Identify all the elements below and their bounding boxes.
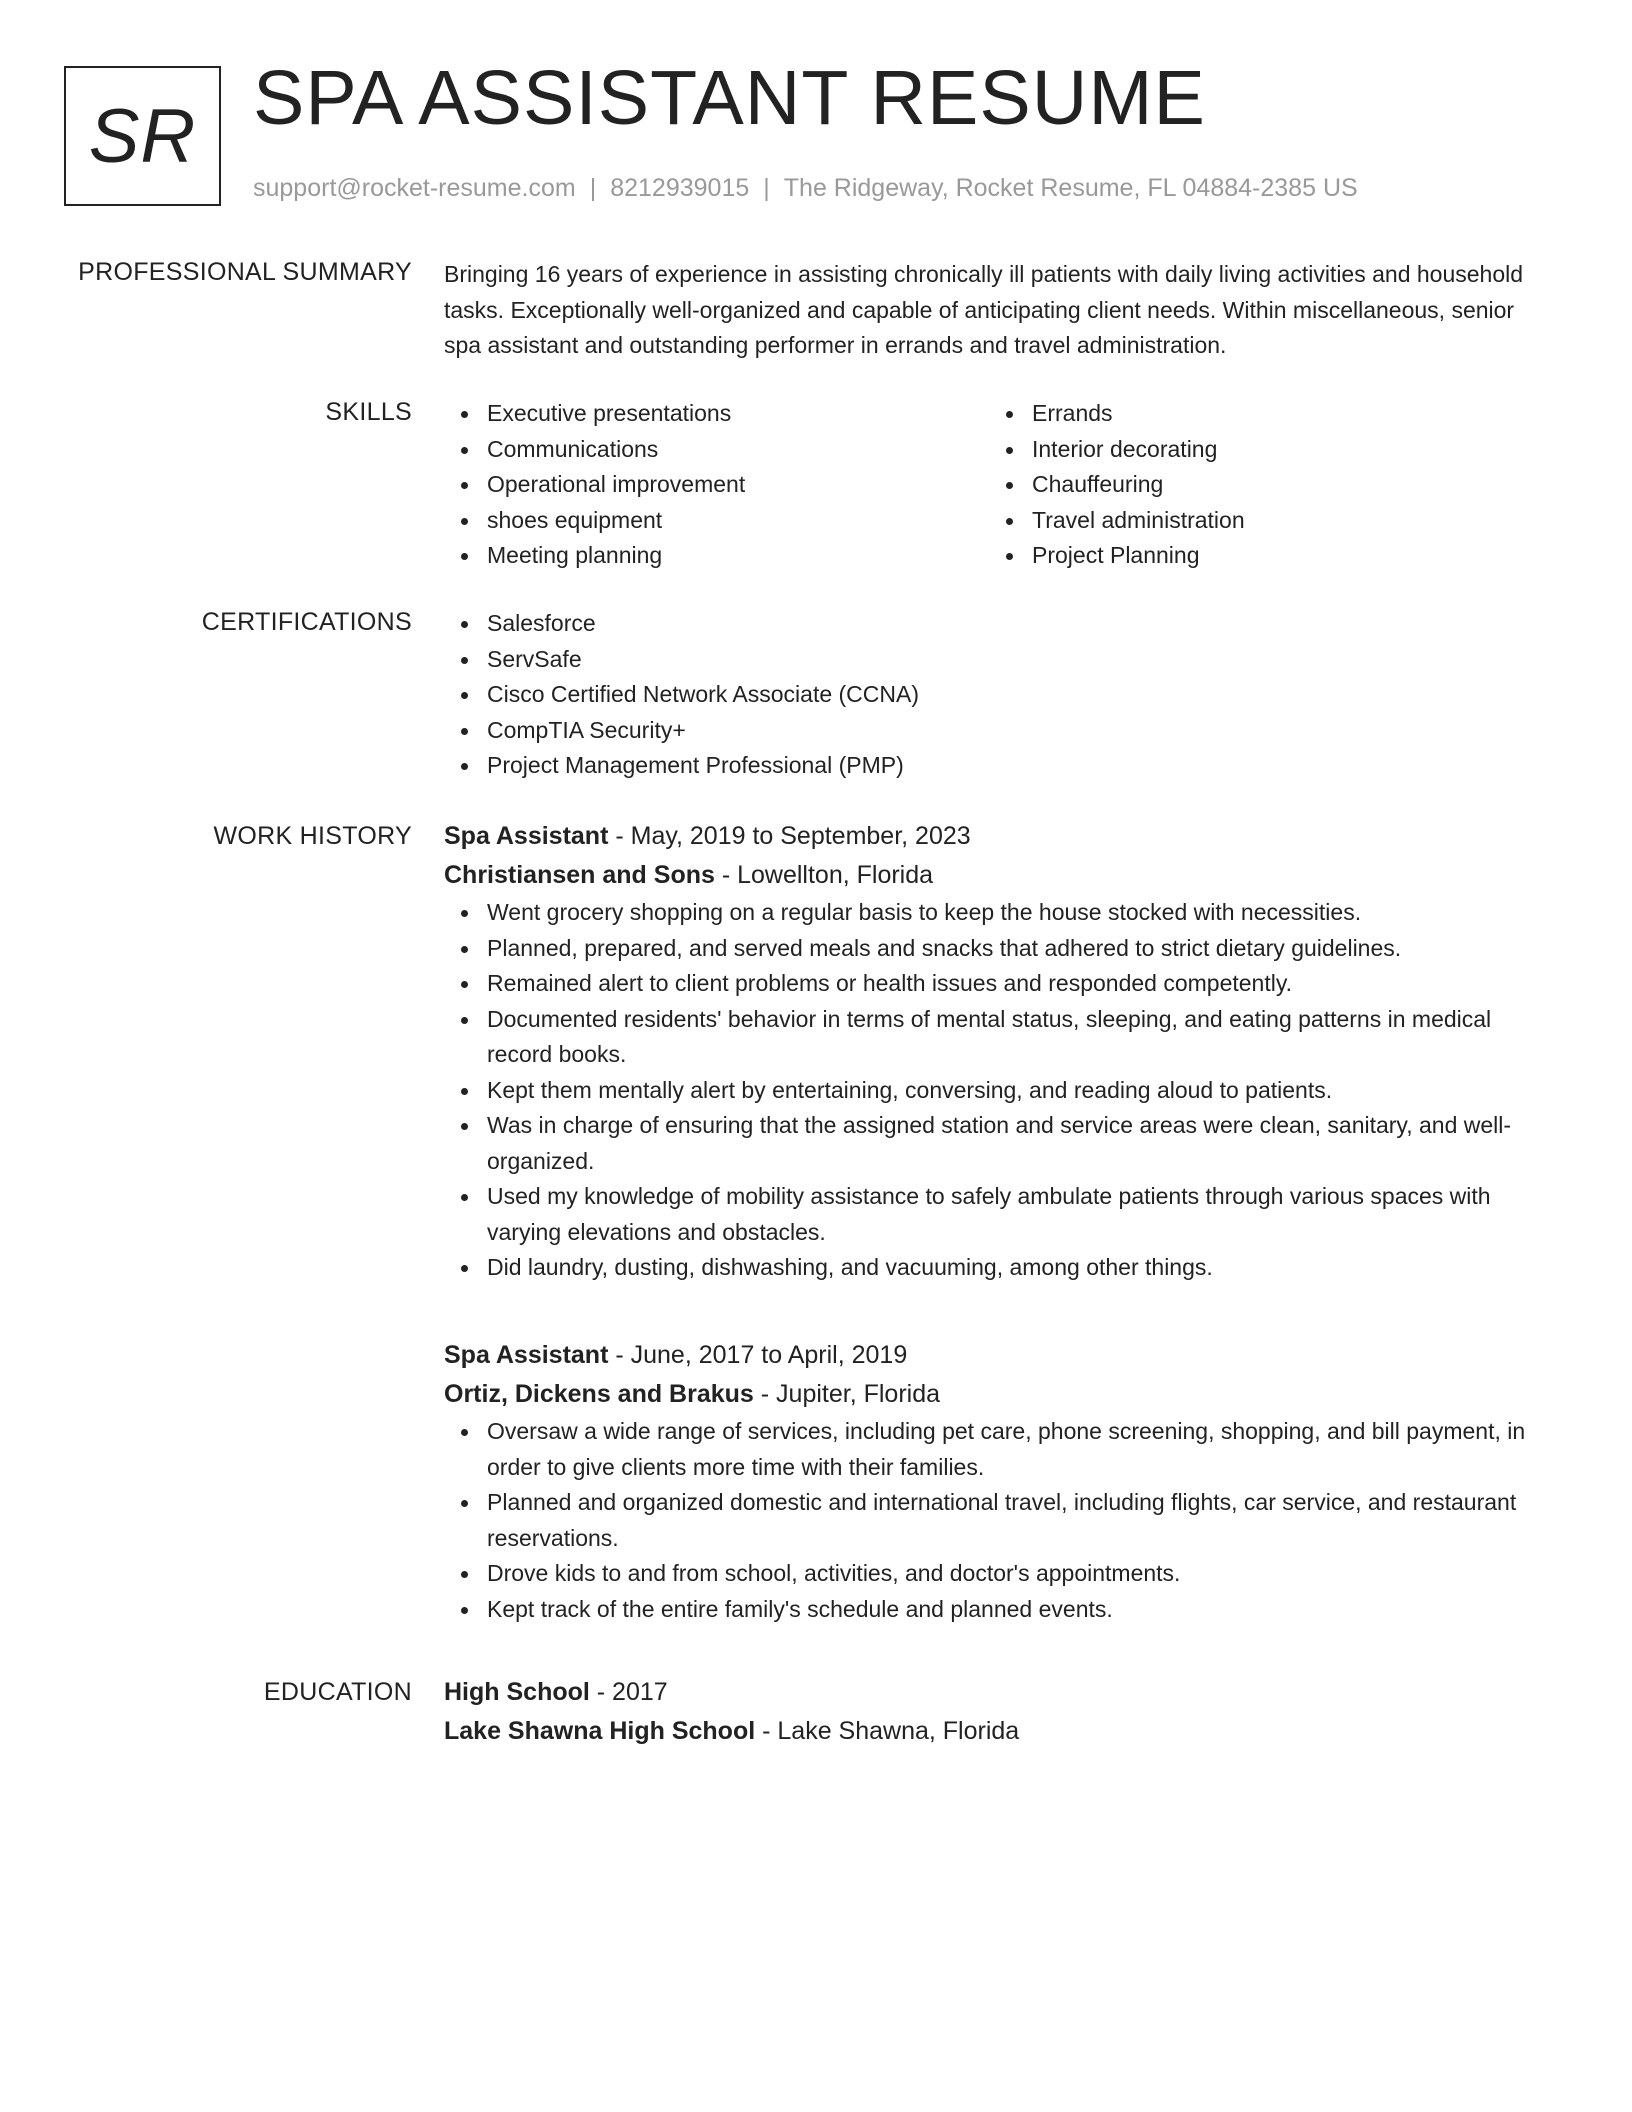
certifications-section: [444, 606, 1554, 784]
education-section: [444, 1673, 1554, 1751]
skill-item: Project Planning: [989, 538, 1534, 574]
certifications-list: [444, 606, 1554, 784]
education-label: EDUCATION: [263, 1678, 412, 1706]
job-duty: Drove kids to and from school, activities, and doctor's appointments.: [444, 1556, 1554, 1592]
education-year: - 2017: [589, 1678, 668, 1706]
work-history-label: WORK HISTORY: [213, 822, 412, 850]
skills-label: SKILLS: [325, 398, 412, 426]
job-location: - Jupiter, Florida: [753, 1380, 941, 1408]
job-entry: [444, 817, 1554, 1286]
skill-item: Communications: [444, 432, 989, 468]
job-title: Spa Assistant: [444, 1341, 609, 1369]
job-duties: [444, 1414, 1554, 1627]
skill-item: Meeting planning: [444, 538, 989, 574]
education-degree: High School: [444, 1678, 590, 1706]
contact-separator: |: [763, 174, 770, 202]
contact-address: The Ridgeway, Rocket Resume, FL 04884-2385 US: [783, 174, 1358, 202]
resume-title: SPA ASSISTANT RESUME: [253, 55, 1206, 141]
job-dates: - May, 2019 to September, 2023: [608, 822, 971, 850]
job-location: - Lowellton, Florida: [714, 861, 934, 889]
job-title-line: [444, 1336, 1554, 1375]
contact-line: [253, 174, 1358, 203]
certification-item: Salesforce: [444, 606, 1554, 642]
work-history-section-2: [444, 1336, 1554, 1627]
monogram: SR: [64, 66, 221, 206]
job-duty: Was in charge of ensuring that the assigned station and service areas were clean, sanitary, and well-organized.: [444, 1108, 1554, 1179]
skills-section: [444, 396, 1554, 574]
job-duty: Used my knowledge of mobility assistance to safely ambulate patients through various spaces with varying elevations and obstacles.: [444, 1179, 1554, 1250]
contact-separator: |: [589, 174, 597, 202]
job-company-line: [444, 1375, 1554, 1414]
skill-item: Interior decorating: [989, 432, 1534, 468]
skill-item: Errands: [989, 396, 1534, 432]
job-title: Spa Assistant: [444, 822, 609, 850]
job-entry: [444, 1336, 1554, 1627]
certification-item: CompTIA Security+: [444, 713, 1554, 749]
job-duty: Kept them mentally alert by entertaining, conversing, and reading aloud to patients.: [444, 1073, 1554, 1109]
education-school-line: [444, 1712, 1554, 1751]
job-duties: [444, 895, 1554, 1286]
contact-phone: 8212939015: [610, 174, 750, 202]
work-history-section: [444, 817, 1554, 1286]
job-company: Ortiz, Dickens and Brakus: [444, 1380, 754, 1408]
summary-label: PROFESSIONAL SUMMARY: [78, 258, 412, 286]
skills-list-right: [989, 396, 1534, 574]
job-dates: - June, 2017 to April, 2019: [608, 1341, 908, 1369]
job-duty: Went grocery shopping on a regular basis to keep the house stocked with necessities.: [444, 895, 1554, 931]
certification-item: Cisco Certified Network Associate (CCNA): [444, 677, 1554, 713]
job-company-line: [444, 856, 1554, 895]
job-duty: Did laundry, dusting, dishwashing, and vacuuming, among other things.: [444, 1250, 1554, 1286]
skill-item: Operational improvement: [444, 467, 989, 503]
education-location: - Lake Shawna, Florida: [755, 1717, 1020, 1745]
skill-item: Chauffeuring: [989, 467, 1534, 503]
education-degree-line: [444, 1673, 1554, 1712]
job-duty: Planned, prepared, and served meals and snacks that adhered to strict dietary guidelines.: [444, 931, 1554, 967]
contact-email: support@rocket-resume.com: [253, 174, 576, 202]
summary-text: Bringing 16 years of experience in assisting chronically ill patients with daily living activities and household tasks. Exceptionally well-organized and capable of anticipating client needs. Within miscellaneous, senior spa assistant and outstanding performer in errands and travel administration.: [444, 261, 1524, 358]
summary-section: [444, 257, 1554, 364]
job-duty: Remained alert to client problems or health issues and responded competently.: [444, 966, 1554, 1002]
skill-item: Executive presentations: [444, 396, 989, 432]
job-duty: Kept track of the entire family's schedule and planned events.: [444, 1592, 1554, 1628]
certification-item: ServSafe: [444, 642, 1554, 678]
job-duty: Documented residents' behavior in terms of mental status, sleeping, and eating patterns in medical record books.: [444, 1002, 1554, 1073]
certifications-label: CERTIFICATIONS: [201, 608, 412, 636]
skill-item: shoes equipment: [444, 503, 989, 539]
job-duty: Planned and organized domestic and international travel, including flights, car service, and restaurant reservations.: [444, 1485, 1554, 1556]
job-company: Christiansen and Sons: [444, 861, 715, 889]
skill-item: Travel administration: [989, 503, 1534, 539]
job-title-line: [444, 817, 1554, 856]
job-duty: Oversaw a wide range of services, including pet care, phone screening, shopping, and bill payment, in order to give clients more time with their families.: [444, 1414, 1554, 1485]
education-school: Lake Shawna High School: [444, 1717, 756, 1745]
certification-item: Project Management Professional (PMP): [444, 748, 1554, 784]
skills-list-left: [444, 396, 989, 574]
